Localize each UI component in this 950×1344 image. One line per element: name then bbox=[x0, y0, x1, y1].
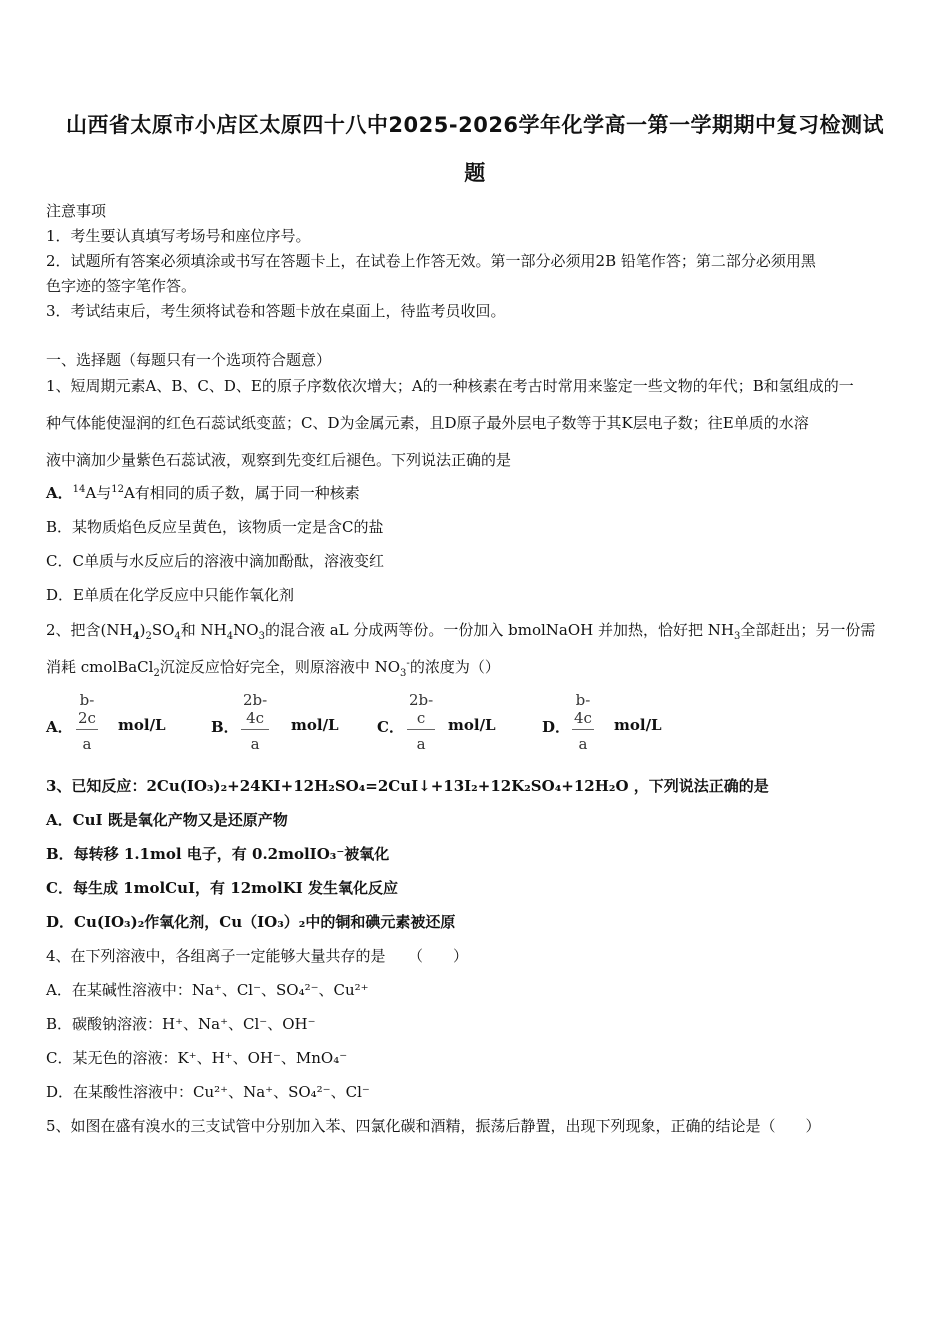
q3-option-b: B．每转移 1.1mol 电子，有 0.2molIO₃⁻被氧化 bbox=[46, 845, 390, 863]
q1-option-a: A．$^{14}$A与$^{12}$A有相同的质子数，属于同一种核素 bbox=[46, 484, 360, 502]
fraction: $\frac{2b-c}{a}$ bbox=[409, 691, 434, 753]
q4-stem: 4、在下列溶液中，各组离子一定能够大量共存的是 （ ） bbox=[46, 947, 469, 965]
q1-option-d: D．E单质在化学反应中只能作氧化剂 bbox=[46, 586, 294, 604]
q1-stem: 1、短周期元素A、B、C、D、E的原子序数依次增大；A的一种核素在考古时常用来鉴定一些文物的年代；B和氢组成的一 bbox=[46, 377, 854, 395]
q2-options: A． $\frac{b-2c}{a}$ mol/L B． $\frac{2b-4c}{a}$ mol/L C． $\frac{2b-c}{a}$ mol/L D． $\frac{b-4c}{a}$ mol/L bbox=[46, 691, 662, 753]
notice-item: 色字迹的签字笔作答。 bbox=[46, 277, 197, 295]
fraction: $\frac{b-4c}{a}$ bbox=[574, 691, 592, 753]
q3-option-a: A．CuI 既是氧化产物又是还原产物 bbox=[46, 811, 288, 829]
q4-option-a: A．在某碱性溶液中：Na⁺、Cl⁻、SO₄²⁻、Cu²⁺ bbox=[46, 981, 369, 999]
q1-stem: 种气体能使湿润的红色石蕊试纸变蓝；C、D为金属元素，且D原子最外层电子数等于其K层电子数；往E单质的水溶 bbox=[46, 414, 809, 432]
notice-item: 1．考生要认真填写考场号和座位序号。 bbox=[46, 227, 311, 245]
q3-option-d: D．Cu(IO₃)₂作氧化剂，Cu（IO₃）₂中的铜和碘元素被还原 bbox=[46, 913, 456, 931]
fraction: $\frac{2b-4c}{a}$ bbox=[243, 691, 268, 753]
notice-item: 3．考试结束后，考生须将试卷和答题卡放在桌面上，待监考员收回。 bbox=[46, 302, 506, 320]
q1-option-c: C．C单质与水反应后的溶液中滴加酚酞，溶液变红 bbox=[46, 552, 384, 570]
q4-option-c: C．某无色的溶液：K⁺、H⁺、OH⁻、MnO₄⁻ bbox=[46, 1049, 348, 1067]
section-heading: 一、选择题（每题只有一个选项符合题意） bbox=[46, 351, 332, 369]
q5-stem: 5、如图在盛有溴水的三支试管中分别加入苯、四氯化碳和酒精，振荡后静置，出现下列现象，正确的结论是（ ） bbox=[46, 1117, 821, 1135]
q3-stem: 3、已知反应：2Cu(IO₃)₂+24KI+12H₂SO₄=2CuI↓+13I₂+12K₂SO₄+12H₂O ，下列说法正确的是 bbox=[46, 777, 769, 795]
q1-stem: 液中滴加少量紫色石蕊试液，观察到先变红后褪色。下列说法正确的是 bbox=[46, 451, 512, 469]
q4-option-b: B．碳酸钠溶液：H⁺、Na⁺、Cl⁻、OH⁻ bbox=[46, 1015, 316, 1033]
q2-stem: 2、把含$(NH_4)_2SO_4$和 $NH_4NO_3$的混合液 aL 分成两等份。一份加入 bmolNaOH 并加热，恰好把 $NH_3$全部赶出；另一份需 bbox=[46, 621, 876, 642]
q4-option-d: D．在某酸性溶液中：Cu²⁺、Na⁺、SO₄²⁻、Cl⁻ bbox=[46, 1083, 370, 1101]
q1-option-b: B．某物质焰色反应呈黄色，该物质一定是含C的盐 bbox=[46, 518, 384, 536]
q2-stem: 消耗 cmolBaCl$_2$沉淀反应恰好完全，则原溶液中 $NO_3^-$的浓度为（） bbox=[46, 658, 500, 679]
page-title: 山西省太原市小店区太原四十八中2025-2026学年化学高一第一学期期中复习检测试 bbox=[65, 113, 885, 137]
notice-heading: 注意事项 bbox=[46, 202, 107, 220]
notice-item: 2．试题所有答案必须填涂或书写在答题卡上，在试卷上作答无效。第一部分必须用2B 铅笔作答；第二部分必须用黑 bbox=[46, 252, 816, 270]
page-title-continued: 题 bbox=[464, 161, 486, 185]
q3-option-c: C．每生成 1molCuI，有 12molKI 发生氧化反应 bbox=[46, 879, 398, 897]
fraction: $\frac{b-2c}{a}$ bbox=[78, 691, 96, 753]
